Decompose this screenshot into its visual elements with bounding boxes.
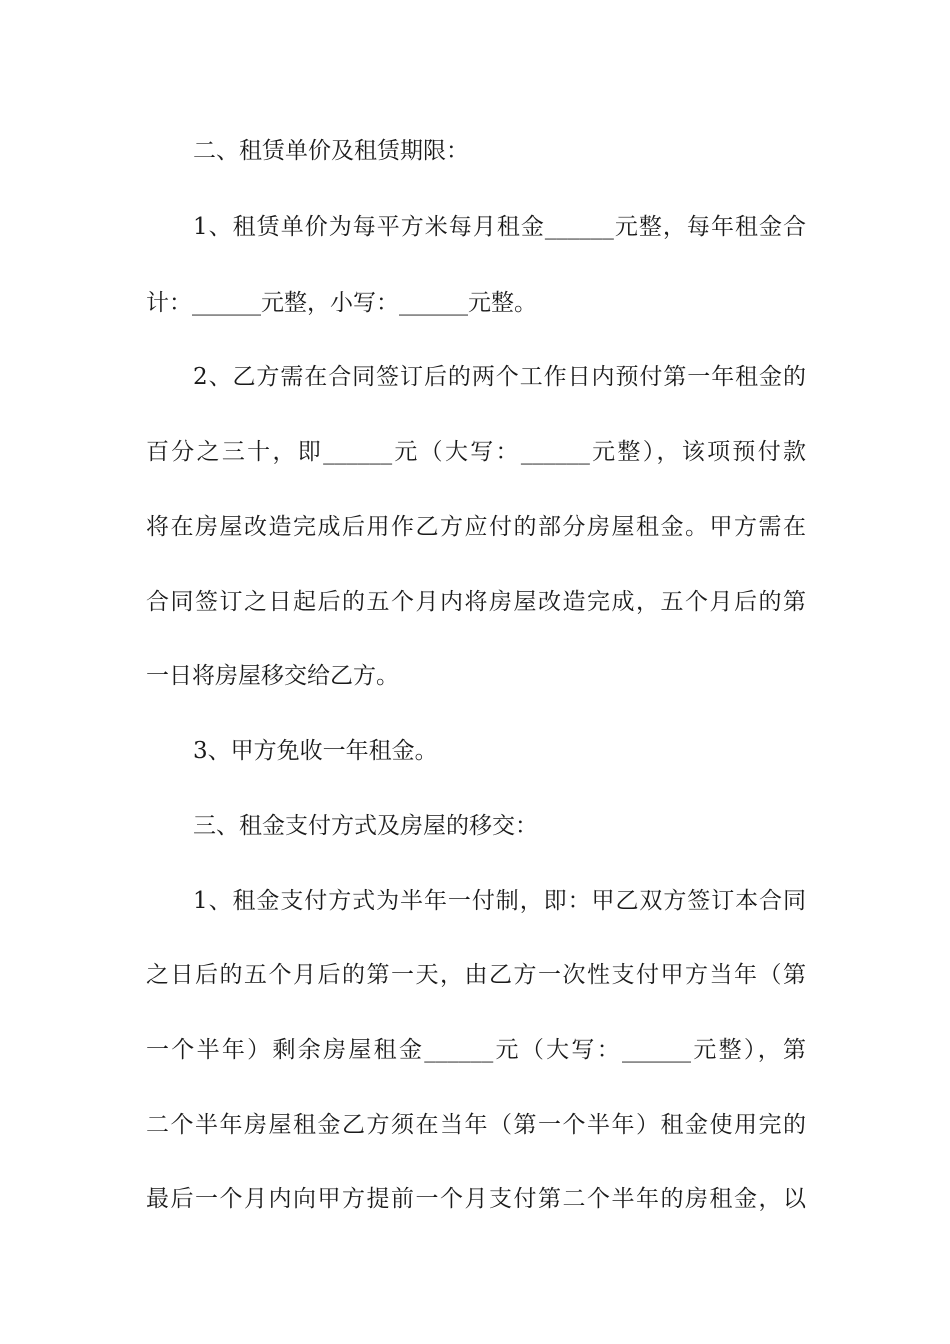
paragraph-line: 二个半年房屋租金乙方须在当年（第一个半年）租金使用完的 xyxy=(146,1112,806,1138)
paragraph-line: 将在房屋改造完成后用作乙方应付的部分房屋租金。甲方需在 xyxy=(146,514,806,540)
paragraph-line: 之日后的五个月后的第一天，由乙方一次性支付甲方当年（第 xyxy=(146,962,806,988)
paragraph-line: 1、租金支付方式为半年一付制，即：甲乙双方签订本合同 xyxy=(193,888,806,914)
section-heading-payment-handover: 三、租金支付方式及房屋的移交： xyxy=(193,813,538,839)
section-heading-rental-price-term: 二、租赁单价及租赁期限： xyxy=(193,138,469,164)
paragraph-line: 百分之三十，即______元（大写：______元整），该项预付款 xyxy=(146,439,806,465)
paragraph-line: 计：______元整，小写：______元整。 xyxy=(146,290,537,316)
paragraph-line: 3、甲方免收一年租金。 xyxy=(193,738,438,764)
paragraph-line: 合同签订之日起后的五个月内将房屋改造完成，五个月后的第 xyxy=(146,589,806,615)
paragraph-line: 一个半年）剩余房屋租金______元（大写：______元整），第 xyxy=(146,1037,806,1063)
paragraph-line: 1、租赁单价为每平方米每月租金______元整，每年租金合 xyxy=(193,214,806,240)
paragraph-line: 一日将房屋移交给乙方。 xyxy=(146,663,399,689)
paragraph-line: 2、乙方需在合同签订后的两个工作日内预付第一年租金的 xyxy=(193,364,806,390)
paragraph-line: 最后一个月内向甲方提前一个月支付第二个半年的房租金，以 xyxy=(146,1186,806,1212)
